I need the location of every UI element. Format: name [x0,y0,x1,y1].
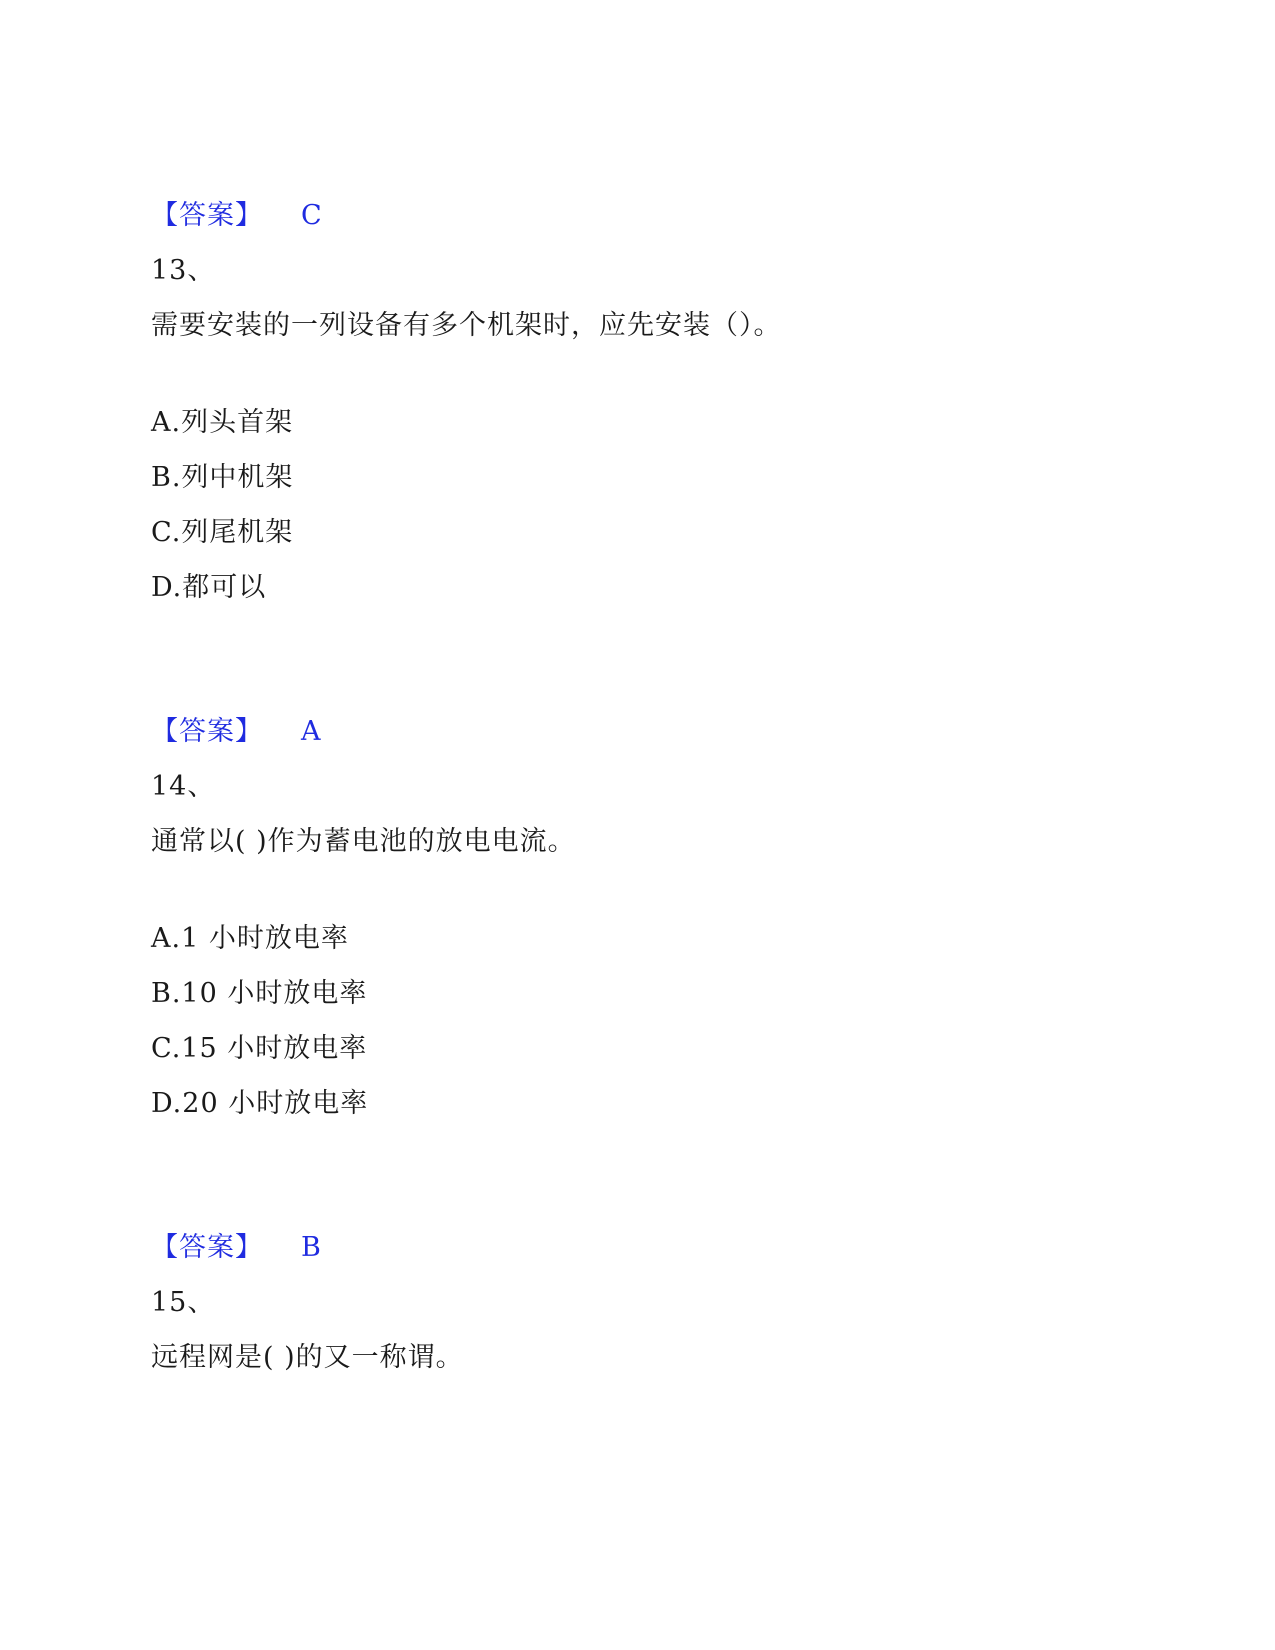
answer-value: B [301,1232,322,1263]
question-text: 通常以( )作为蓄电池的放电电流。 [151,826,576,857]
question-number: 14、 [151,771,216,802]
option-a: A.列头首架 [151,407,294,438]
answer-line [151,199,323,233]
answer-value: C [301,200,323,231]
answer-value: A [301,716,322,747]
option-c: C.列尾机架 [151,517,294,548]
option-c: C.15 小时放电率 [151,1033,368,1064]
question-number: 13、 [151,255,216,286]
question-text: 远程网是( )的又一称谓。 [151,1342,464,1373]
answer-label: 【答案】 [151,1232,263,1263]
answer-line [151,715,322,749]
option-b: B.列中机架 [151,462,294,493]
answer-label: 【答案】 [151,200,263,231]
answer-label: 【答案】 [151,716,263,747]
question-number: 15、 [151,1287,216,1318]
question-text: 需要安装的一列设备有多个机架时，应先安装（）。 [151,310,782,341]
option-d: D.都可以 [151,572,267,603]
option-a: A.1 小时放电率 [151,923,349,954]
option-b: B.10 小时放电率 [151,978,368,1009]
option-d: D.20 小时放电率 [151,1088,369,1119]
answer-line [151,1231,322,1265]
